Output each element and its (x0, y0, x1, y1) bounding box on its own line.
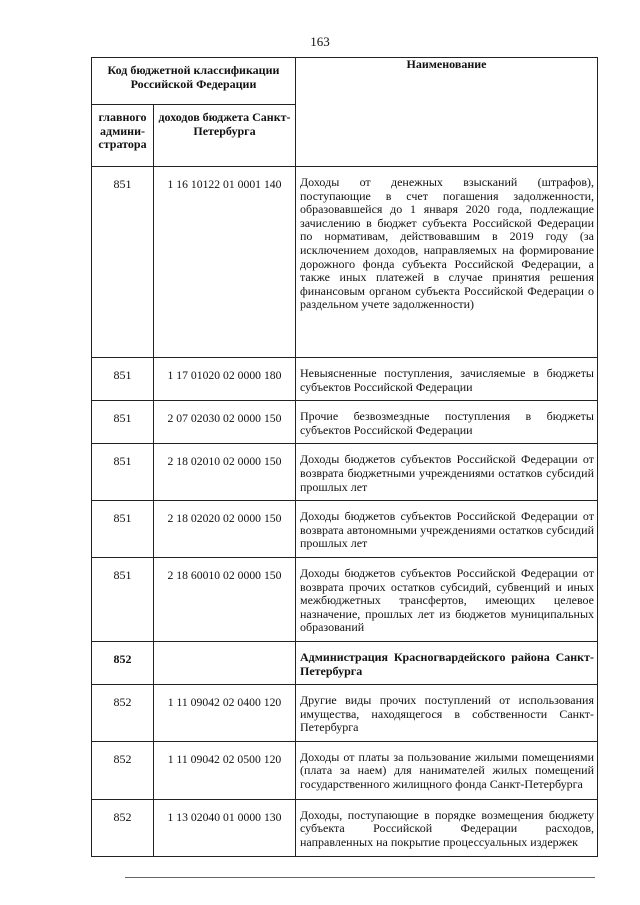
budget-code-cell: 2 18 02010 02 0000 150 (154, 444, 296, 501)
admin-code-cell: 851 (92, 501, 154, 558)
budget-code-cell: 1 11 09042 02 0400 120 (154, 685, 296, 742)
admin-code-cell: 851 (92, 557, 154, 641)
admin-code-cell: 852 (92, 741, 154, 799)
budget-classification-table (91, 57, 598, 857)
description-cell: Доходы от денежных взысканий (штрафов), поступающие в счет погашения задолженности, образовавшейся до 1 января 2020 года, подлежащие зачислению в бюджет субъекта Российской Федерации по нормативам, действовавшим в 2019 году (за исключением доходов, направляемых на формирование дорожного фонда субъекта Российской Федерации, а также иных платежей в случае принятия решения финансовым органом субъекта Российской Федерации о раздельном учете задолженности) (296, 167, 598, 358)
budget-code-cell: 2 18 02020 02 0000 150 (154, 501, 296, 558)
admin-code-cell: 851 (92, 358, 154, 401)
admin-code-cell: 851 (92, 401, 154, 444)
header-budget-income: доходов бюджета Санкт-Петербурга (154, 105, 296, 167)
budget-code-cell: 1 13 02040 01 0000 130 (154, 799, 296, 856)
admin-code-cell: 851 (92, 167, 154, 358)
table-row (92, 799, 598, 856)
table-row (92, 685, 598, 742)
table-row (92, 557, 598, 641)
table-row (92, 641, 598, 684)
description-cell: Доходы бюджетов субъектов Российской Федерации от возврата бюджетными учреждениями остатков субсидий прошлых лет (296, 444, 598, 501)
description-cell: Доходы, поступающие в порядке возмещения бюджету субъекта Российской Федерации расходов, направленных на покрытие процессуальных издержек (296, 799, 598, 856)
table-row (92, 444, 598, 501)
admin-code-cell: 852 (92, 641, 154, 684)
description-cell: Администрация Красногвардейского района Санкт-Петербурга (296, 641, 598, 684)
description-cell: Невыясненные поступления, зачисляемые в бюджеты субъектов Российской Федерации (296, 358, 598, 401)
description-cell: Прочие безвозмездные поступления в бюджеты субъектов Российской Федерации (296, 401, 598, 444)
table-row (92, 501, 598, 558)
header-name: Наименование (296, 58, 598, 167)
description-cell: Доходы бюджетов субъектов Российской Федерации от возврата автономными учреждениями остатков субсидий прошлых лет (296, 501, 598, 558)
table-body (92, 167, 598, 857)
footer-divider (125, 877, 595, 878)
budget-code-cell: 2 18 60010 02 0000 150 (154, 557, 296, 641)
admin-code-cell: 852 (92, 799, 154, 856)
description-cell: Доходы от платы за пользование жилыми помещениями (плата за наем) для нанимателей жилых помещений государственного жилищного фонда Санкт-Петербурга (296, 741, 598, 799)
budget-code-cell: 1 16 10122 01 0001 140 (154, 167, 296, 358)
description-cell: Доходы бюджетов субъектов Российской Федерации от возврата прочих остатков субсидий, субвенций и иных межбюджетных трансфертов, имеющих целевое назначение, прошлых лет из бюджетов муниципальных образований (296, 557, 598, 641)
table-row (92, 401, 598, 444)
page-number: 163 (310, 34, 330, 49)
header-chief-administrator: главного админи-стратора (92, 105, 154, 167)
header-classification-code: Код бюджетной классификации Российской Федерации (92, 58, 296, 105)
admin-code-cell: 852 (92, 685, 154, 742)
budget-code-cell: 1 11 09042 02 0500 120 (154, 741, 296, 799)
budget-code-cell (154, 641, 296, 684)
table-row (92, 358, 598, 401)
budget-code-cell: 1 17 01020 02 0000 180 (154, 358, 296, 401)
admin-code-cell: 851 (92, 444, 154, 501)
budget-code-cell: 2 07 02030 02 0000 150 (154, 401, 296, 444)
table-row (92, 167, 598, 358)
table-row (92, 741, 598, 799)
description-cell: Другие виды прочих поступлений от использования имущества, находящегося в собственности Санкт-Петербурга (296, 685, 598, 742)
